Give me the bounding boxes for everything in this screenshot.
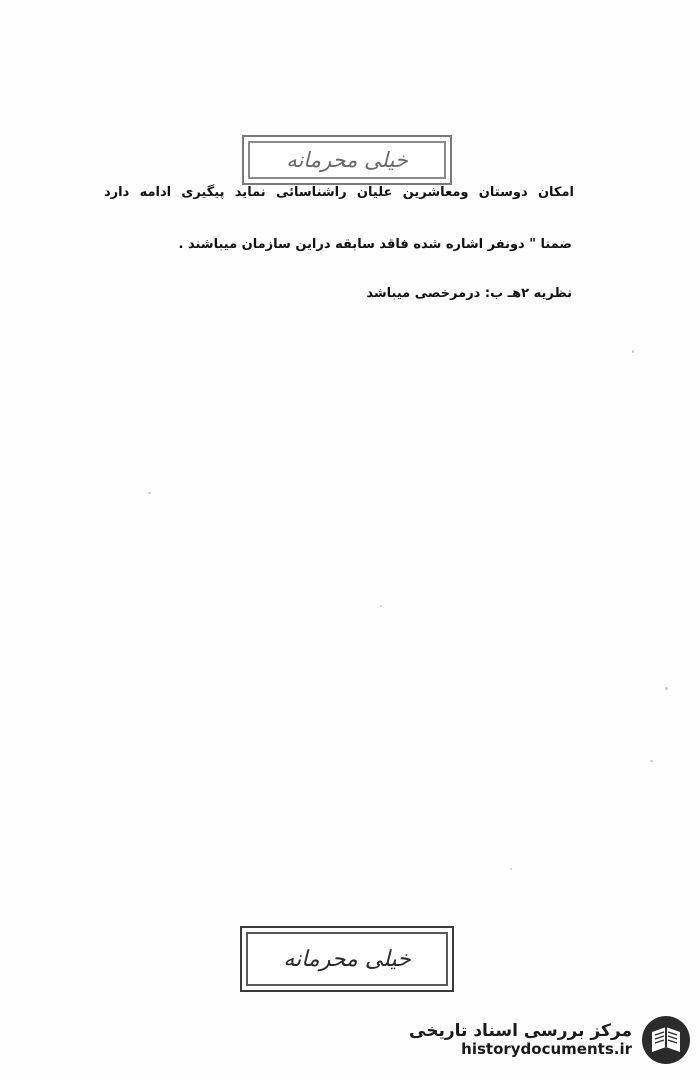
scan-speck — [665, 687, 668, 690]
scan-speck — [650, 760, 653, 762]
body-line-1: امکان دوستان ومعاشرین علیان راشناسائی نماید پیگیری ادامه دارد — [104, 185, 574, 200]
watermark — [402, 1009, 692, 1071]
scan-speck — [510, 868, 512, 870]
book-logo-icon — [640, 1014, 692, 1066]
scan-speck — [148, 492, 151, 494]
classification-stamp-bottom — [240, 926, 454, 992]
watermark-title: مرکز بررسی اسناد تاریخی — [409, 1020, 632, 1041]
body-line-2: ضمنا " دونفر اشاره شده فاقد سابقه دراین سازمان میباشند . — [178, 237, 572, 252]
watermark-url: historydocuments.ir — [461, 1040, 632, 1059]
classification-stamp-top — [242, 135, 452, 185]
stamp-top-text: خیلی محرمانه — [286, 148, 408, 172]
scan-speck — [632, 350, 634, 353]
watermark-text — [409, 1022, 632, 1059]
stamp-bottom-text: خیلی محرمانه — [283, 946, 411, 972]
scan-speck — [380, 605, 382, 607]
body-line-3: نظریه ۲هـ ب: درمرخصی میباشد — [366, 286, 572, 301]
